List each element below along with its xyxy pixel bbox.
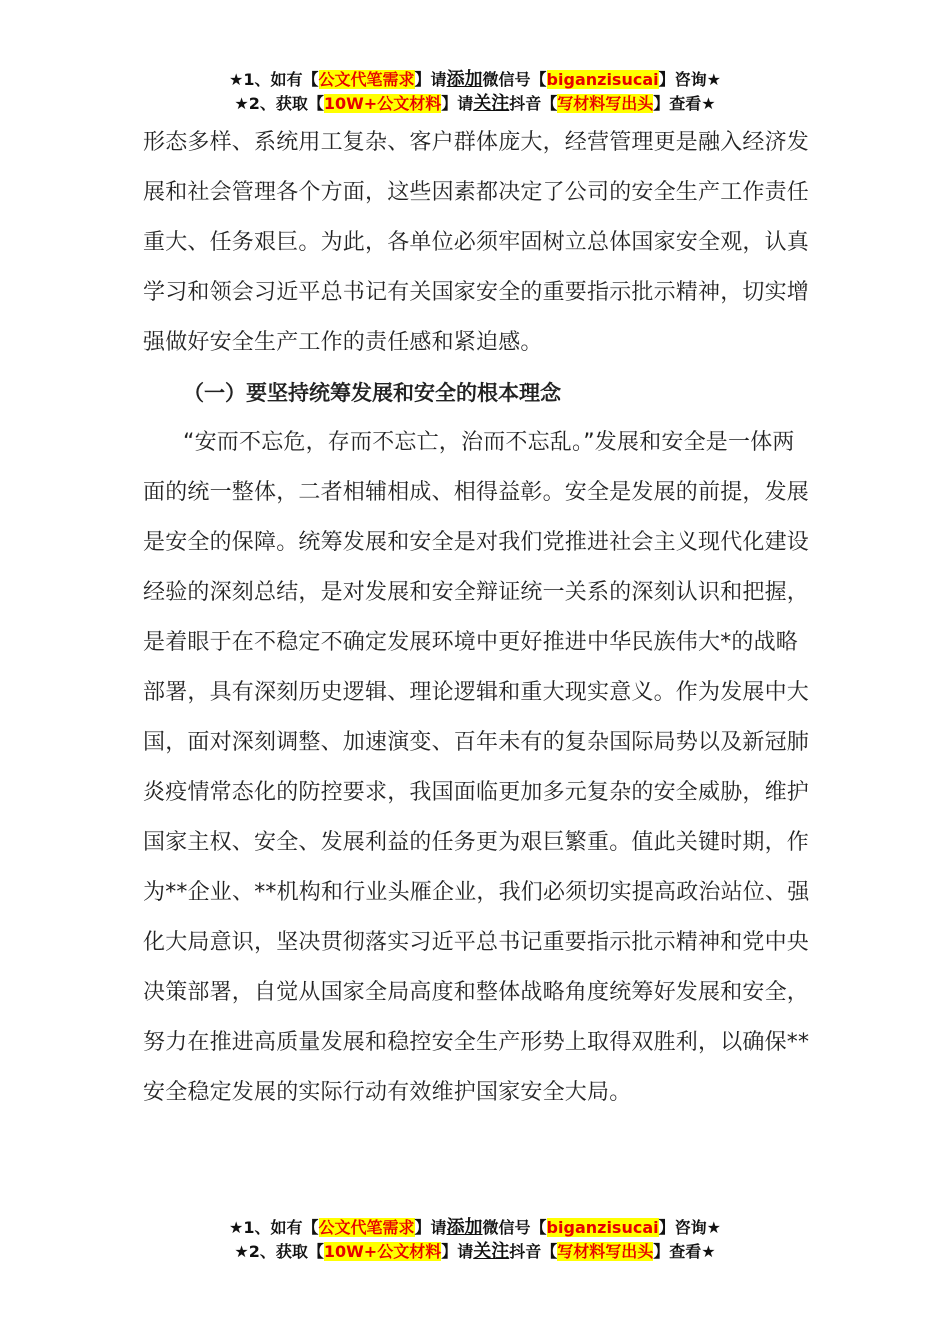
promo-line-2: [0, 92, 950, 116]
promo-text: 】咨询★: [658, 1218, 721, 1237]
promo-line-2: [0, 1240, 950, 1264]
promo-highlight-service: 公文代笔需求: [318, 1218, 415, 1237]
body-paragraph: “安而不忘危，存而不忘亡，治而不忘乱。”发展和安全是一体两面的统一整体，二者相辅相成、相得益彰。安全是发展的前提，发展是安全的保障。统筹发展和安全是对我们党推进社会主义现代化建设经验的深刻总结，是对发展和安全辩证统一关系的深刻认识和把握，是着眼于在不稳定不确定发展环境中更好推进中华民族伟大*的战略部署，具有深刻历史逻辑、理论逻辑和重大现实意义。作为发展中大国，面对深刻调整、加速演变、百年未有的复杂国际局势以及新冠肺炎疫情常态化的防控要求，我国面临更加多元复杂的安全威胁，维护国家主权、安全、发展利益的任务更为艰巨繁重。值此关键时期，作为**企业、**机构和行业头雁企业，我们必须切实提高政治站位、强化大局意识，坚决贯彻落实习近平总书记重要指示批示精神和党中央决策部署，自觉从国家全局高度和整体战略角度统筹好发展和安全，努力在推进高质量发展和稳控安全生产形势上取得双胜利，以确保**安全稳定发展的实际行动有效维护国家安全大局。: [143, 430, 810, 1105]
promo-text: ★2、获取【: [234, 1242, 324, 1261]
promo-banner-bottom: [0, 1216, 950, 1264]
promo-text: 微信号【: [482, 1218, 547, 1237]
promo-banner-top: [0, 68, 950, 116]
promo-text: 】请: [414, 1218, 447, 1237]
promo-highlight-douyin-account: 写材料写出头: [557, 94, 654, 113]
promo-text: 微信号【: [482, 70, 547, 89]
promo-text: 抖音【: [509, 1242, 558, 1261]
promo-text: 】查看★: [653, 94, 716, 113]
promo-text: 】请: [441, 1242, 474, 1261]
promo-highlight-douyin-account: 写材料写出头: [557, 1242, 654, 1261]
promo-line-1: [0, 68, 950, 92]
promo-highlight-wechat-id: biganzisucai: [546, 1218, 659, 1237]
promo-text: 】查看★: [653, 1242, 716, 1261]
promo-highlight-wechat-id: biganzisucai: [546, 70, 659, 89]
promo-line-1: [0, 1216, 950, 1240]
promo-text: 】请: [414, 70, 447, 89]
promo-highlight-service: 公文代笔需求: [318, 70, 415, 89]
promo-text: 】请: [441, 94, 474, 113]
promo-text: 】咨询★: [658, 70, 721, 89]
promo-emphasis-add: 添加: [446, 1217, 483, 1238]
promo-text: 抖音【: [509, 94, 558, 113]
promo-emphasis-add: 添加: [446, 69, 483, 90]
promo-emphasis-follow: 关注: [473, 1241, 510, 1262]
intro-paragraph: 形态多样、系统用工复杂、客户群体庞大，经营管理更是融入经济发展和社会管理各个方面，这些因素都决定了公司的安全生产工作责任重大、任务艰巨。为此，各单位必须牢固树立总体国家安全观，认真学习和领会习近平总书记有关国家安全的重要指示批示精神，切实增强做好安全生产工作的责任感和紧迫感。: [143, 130, 810, 355]
document-body: [143, 118, 813, 1118]
section-heading: （一）要坚持统筹发展和安全的根本理念: [183, 381, 561, 405]
promo-text: ★1、如有【: [229, 1218, 319, 1237]
promo-text: ★2、获取【: [234, 94, 324, 113]
promo-emphasis-follow: 关注: [473, 93, 510, 114]
promo-highlight-materials: 10W+公文材料: [323, 1242, 442, 1261]
promo-highlight-materials: 10W+公文材料: [323, 94, 442, 113]
promo-text: ★1、如有【: [229, 70, 319, 89]
